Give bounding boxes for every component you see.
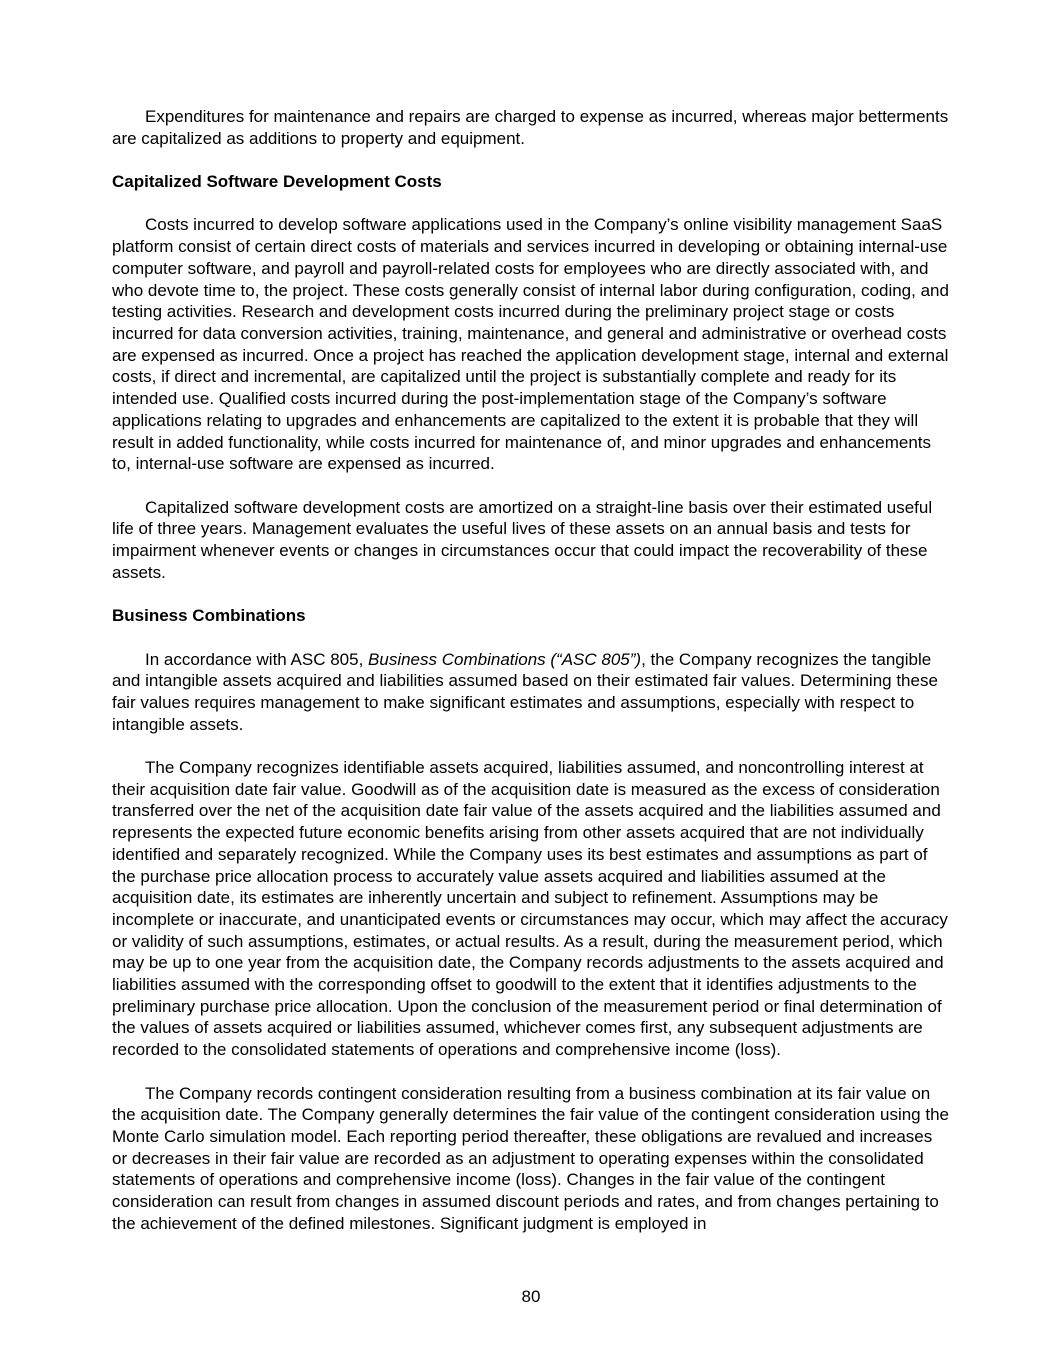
paragraph-identifiable-assets-goodwill: The Company recognizes identifiable assets acquired, liabilities assumed, and noncontrolling interest at their acquisition date fair value. Goodwill as of the acquisition date is measured as the excess of consideration transferred over the net of the acquisition date fair value of the assets acquired and the liabilities assumed and represents the expected future economic benefits arising from other assets acquired that are not individually identified and separately recognized. While the Company uses its best estimates and assumptions as part of the purchase price allocation process to accurately value assets acquired and liabilities assumed at the acquisition date, its estimates are inherently uncertain and subject to refinement. Assumptions may be incomplete or inaccurate, and unanticipated events or circumstances may occur, which may affect the accuracy or validity of such assumptions, estimates, or actual results. As a result, during the measurement period, which may be up to one year from the acquisition date, the Company records adjustments to the assets acquired and liabilities assumed with the corresponding offset to goodwill to the extent that it identifies adjustments to the preliminary purchase price allocation. Upon the conclusion of the measurement period or final determination of the values of assets acquired or liabilities assumed, whichever comes first, any subsequent adjustments are recorded to the consolidated statements of operations and comprehensive income (loss). <box>112 758 948 1060</box>
paragraph-software-development-costs: Costs incurred to develop software applications used in the Company’s online visibility management SaaS platform consist of certain direct costs of materials and services incurred in developing or obtaining internal-use computer software, and payroll and payroll-related costs for employees who are directly associated with, and who devote time to, the project. These costs generally consist of internal labor during configuration, coding, and testing activities. Research and development costs incurred during the preliminary project stage or costs incurred for data conversion activities, training, maintenance, and general and administrative or overhead costs are expensed as incurred. Once a project has reached the application development stage, internal and external costs, if direct and incremental, are capitalized until the project is substantially complete and ready for its intended use. Qualified costs incurred during the post-implementation stage of the Company’s software applications relating to upgrades and enhancements are capitalized to the extent it is probable that they will result in added functionality, while costs incurred for maintenance of, and minor upgrades and enhancements to, internal-use software are expensed as incurred. <box>112 215 949 474</box>
asc805-italic-title: Business Combinations (“ASC 805”) <box>368 649 642 669</box>
paragraph-asc-805 <box>112 649 952 736</box>
page-number: 80 <box>521 1287 541 1306</box>
paragraph-amortization-useful-life: Capitalized software development costs are amortized on a straight-line basis over their estimated useful life of three years. Management evaluates the useful lives of these assets on an annual basis and tests for impairment whenever events or changes in circumstances occur that could impact the recoverability of these assets. <box>112 497 933 582</box>
heading-business-combinations: Business Combinations <box>112 606 306 626</box>
heading-capitalized-software-development-costs: Capitalized Software Development Costs <box>112 172 442 192</box>
paragraph-maintenance-repairs: Expenditures for maintenance and repairs are charged to expense as incurred, whereas major betterments are capitalized as additions to property and equipment. <box>112 107 949 148</box>
asc805-text-before: In accordance with ASC 805, <box>145 649 369 669</box>
asc805-text-after: , the Company recognizes the tangible and intangible assets acquired and liabilities assumed based on their estimated fair values. Determining these fair values requires management to make significant estimates and assumptions, especially with respect to intangible assets. <box>112 649 938 734</box>
paragraph-contingent-consideration: The Company records contingent consideration resulting from a business combination at its fair value on the acquisition date. The Company generally determines the fair value of the contingent consideration using the Monte Carlo simulation model. Each reporting period thereafter, these obligations are revalued and increases or decreases in their fair value are recorded as an adjustment to operating expenses within the consolidated statements of operations and comprehensive income (loss). Changes in the fair value of the contingent consideration can result from changes in assumed discount periods and rates, and from changes pertaining to the achievement of the defined milestones. Significant judgment is employed in <box>112 1083 949 1233</box>
page-content <box>112 106 952 1256</box>
